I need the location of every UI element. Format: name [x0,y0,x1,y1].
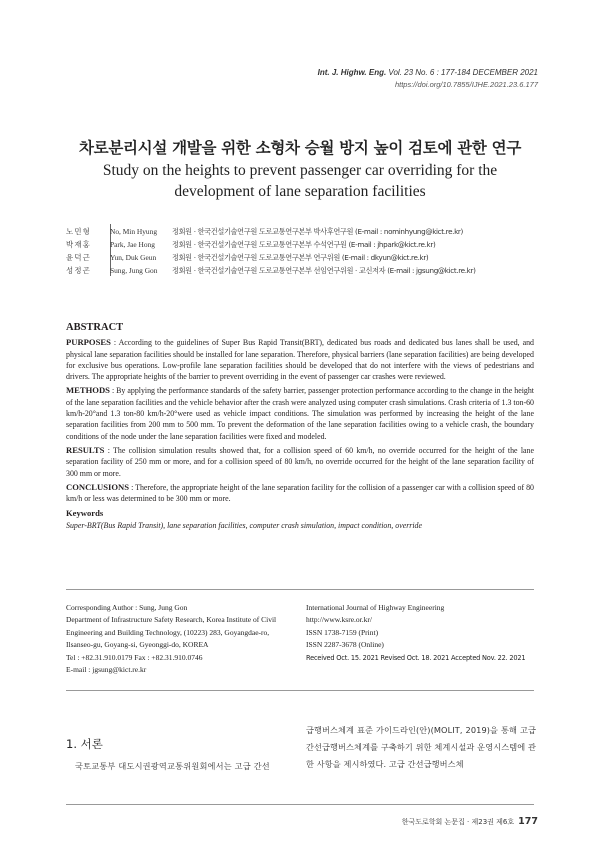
submission-dates: Received Oct. 15. 2021 Revised Oct. 18. 2021 Accepted Nov. 22. 2021 [306,653,526,662]
journal-abbrev: Int. J. Highw. Eng. [317,68,387,77]
body-text-right: 급행버스체계 표준 가이드라인(안)(MOLIT, 2019)을 통해 고급 간선급행버스체계를 구축하기 위한 체계시설과 운영시스템에 관한 사항을 제시하였다. 고급 간선급행버스체 [306,725,536,769]
purposes-label: PURPOSES [66,337,111,348]
author-name-ko: 박재홍 [66,240,92,249]
author-row [66,225,546,238]
purposes-paragraph [66,337,534,382]
author-affiliation: 정회원 · 한국건설기술연구원 도로교통연구본부 수석연구원 (E-mail : jhpark@kict.re.kr) [172,239,436,249]
author-name-en: Yun, Duk Geun [110,253,157,262]
keywords-heading: Keywords [66,508,104,519]
author-row [66,251,546,264]
page-number: 177 [518,816,538,827]
corr-line: Tel : +82.31.910.0179 Fax : +82.31.910.0746 [66,652,203,662]
corr-email: E-mail : jgsung@kict.re.kr [66,665,147,675]
author-name-ko: 노민형 [66,227,92,236]
results-paragraph [66,445,534,479]
author-affiliation: 정회원 · 한국건설기술연구원 도로교통연구본부 연구위원 (E-mail : dkyun@kict.re.kr) [172,252,429,262]
section-divider [66,589,534,590]
author-name-ko: 성정곤 [66,266,92,275]
conclusions-label: CONCLUSIONS [66,481,130,492]
abstract-section [66,322,534,531]
methods-paragraph [66,385,534,441]
author-list [66,225,546,277]
footer-divider [66,804,534,805]
title-english: Study on the heights to prevent passenger car overriding for the development of lane separation facilities [102,162,498,200]
body-text-left: 국토교통부 대도시권광역교통위원회에서는 고급 간선 [75,761,270,771]
corr-line: Corresponding Author : Sung, Jung Gon [66,603,188,612]
author-affiliation: 정회원 · 한국건설기술연구원 도로교통연구본부 선임연구위원 · 교신저자 (E-mail : jgsung@kict.re.kr) [172,265,476,275]
author-row [66,238,546,251]
keywords-list: Super-BRT(Bus Rapid Transit), lane separation facilities, computer crash simulation, impact condition, override [66,520,422,530]
results-text: : The collision simulation results showed that, for a collision speed of 60 km/h, no override occurred for the height of the lane separation facility of 250 mm or more, and for a collision speed of 80 km/h, no override occurred for the height of the lane separation facility of 300 mm or more. [66,445,534,478]
doi-link[interactable]: https://doi.org/10.7855/IJHE.2021.23.6.177 [394,80,538,89]
corr-line: Engineering and Building Technology, (10223) 283, Goyangdae-ro, [66,627,270,637]
methods-text: : By applying the performance standards of the safety barrier, passenger protection performance according to the change in the height of the lane separation facilities and the vehicle behavior after the crash were analyzed using computer crash simulations. Crash criteria of 1.3 ton-60 km/h-20°and 1.3 ton-80 km/h-20°were used as vehicle impact conditions. The simulation was performed by increasing the height of the lane separation facilities from 200 mm to 500 mm. To prevent the deformation of the lane separation facilities owing to a vehicle crash, the boundary conditions of the node under the lane separation facilities were fixed and modeled. [66,386,534,441]
author-row [66,264,546,277]
issn-print: ISSN 1738-7159 (Print) [306,627,379,637]
page-footer [402,816,538,827]
conclusions-paragraph [66,482,534,505]
title-korean: 차로분리시설 개발을 위한 소형차 승월 방지 높이 검토에 관한 연구 [78,139,522,157]
journal-name: International Journal of Highway Engineering [306,603,445,612]
journal-info-block [306,602,536,664]
author-name-en: Park, Jae Hong [110,240,155,249]
journal-citation [318,68,538,77]
purposes-text: : According to the guidelines of Super Bus Rapid Transit(BRT), dedicated bus roads and dedicated bus lanes shall be used, and physical lane separation facilities should be installed for lane separation. Therefore, physical barriers (lane separation facilities) are being developed for exclusive bus operations. Low-profile lane separation facilities should be developed that do not interfere with the views of pedestrians and drivers. The appropriate heights of the barrier to prevent overriding in the event of passenger car crashes were reviewed. [66,338,534,382]
footer-journal: 한국도로학회 논문집 · 제23권 제6호 [401,818,515,826]
corr-line: Department of Infrastructure Safety Research, Korea Institute of Civil [66,615,277,625]
corr-line: Ilsanseo-gu, Goyang-si, Gyeonggi-do, KOREA [66,640,209,650]
results-label: RESULTS [66,444,105,455]
issn-online: ISSN 2287-3678 (Online) [306,640,384,650]
methods-label: METHODS [66,385,110,396]
section-divider [66,690,534,691]
section-heading-intro: 1. 서론 [66,737,103,751]
corresponding-author-block [66,602,301,676]
author-name-en: No, Min Hyung [110,227,158,236]
abstract-heading: ABSTRACT [66,322,124,333]
author-name-en: Sung, Jung Gon [110,266,158,275]
journal-url[interactable]: http://www.ksre.or.kr/ [306,615,372,625]
conclusions-text: : Therefore, the appropriate height of the lane separation facility for the collision of a passenger car with a collision speed of 80 km/h or less was determined to be 300 mm or more. [66,482,534,504]
author-affiliation: 정회원 · 한국건설기술연구원 도로교통연구본부 박사후연구원 (E-mail : nominhyung@kict.re.kr) [172,226,463,236]
volume-info: Vol. 23 No. 6 : 177-184 DECEMBER 2021 [386,68,538,77]
author-name-ko: 윤덕근 [66,253,92,262]
